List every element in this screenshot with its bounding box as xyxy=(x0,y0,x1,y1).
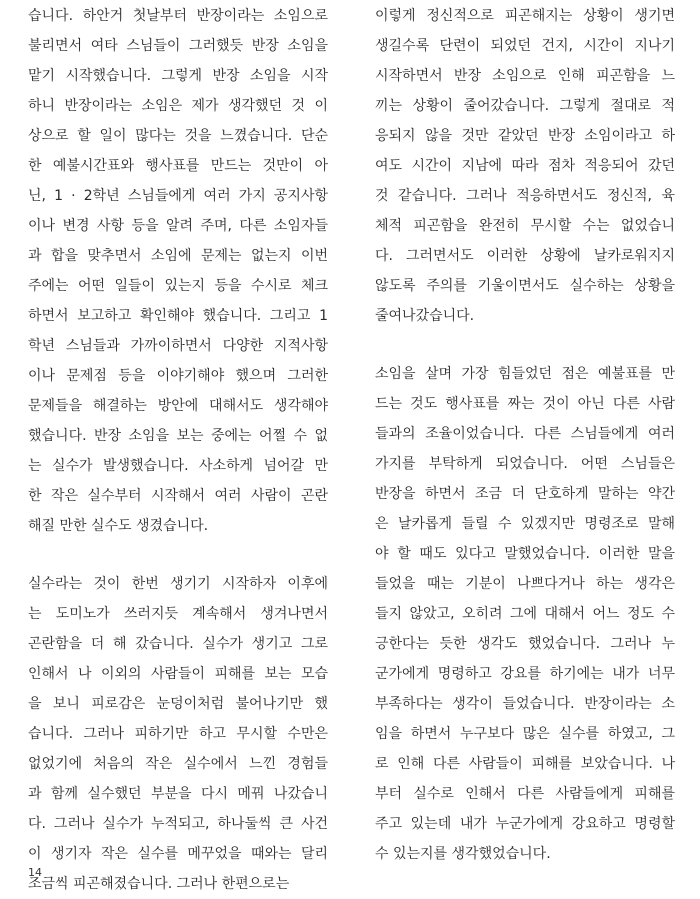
text-line: 해질 만한 실수도 생겼습니다. xyxy=(28,518,209,534)
text-line: 주고 있는데 내가 누군가에게 강요하고 명령할 xyxy=(375,816,675,832)
text-line: 학년 스님들과 가까이하면서 다양한 지적사항 xyxy=(28,338,328,354)
text-line: 시작하면서 반장 소임으로 인해 피곤함을 느 xyxy=(375,68,675,84)
text-line: 과 합을 맞추면서 소임에 문제는 없는지 이번 xyxy=(28,248,328,264)
paragraph-gap xyxy=(28,541,328,569)
text-line: 이렇게 정신적으로 피곤해지는 상황이 생기면 xyxy=(375,8,675,24)
text-line: 군가에게 명령하고 강요를 하기에는 내가 너무 xyxy=(375,666,675,682)
text-line: 상으로 할 일이 많다는 것을 느꼈습니다. 단순 xyxy=(28,128,328,144)
paragraph xyxy=(28,1,328,541)
text-line: 곤란함을 더 해 갔습니다. 실수가 생기고 그로 xyxy=(28,636,328,652)
text-line: 소임을 살며 가장 힘들었던 점은 예불표를 만 xyxy=(375,366,675,382)
text-line: 이나 변경 사항 등을 알려 주며, 다른 소임자들 xyxy=(28,218,328,234)
text-line: 하니 반장이라는 소임은 제가 생각했던 것 이 xyxy=(28,98,328,114)
paragraph xyxy=(375,1,675,331)
text-line: 수 있는지를 생각했었습니다. xyxy=(375,846,551,862)
left-column xyxy=(28,0,328,899)
text-line: 가지를 부탁하게 되었습니다. 어떤 스님들은 xyxy=(375,456,675,472)
text-line: 이나 문제점 등을 이야기해야 했으며 그러한 xyxy=(28,368,328,384)
paragraph-gap xyxy=(375,331,675,359)
text-line: 하면서 보고하고 확인해야 했습니다. 그리고 1 xyxy=(28,308,328,324)
paragraph xyxy=(28,569,328,899)
right-column xyxy=(375,0,675,869)
text-line: 들었을 때는 기분이 나쁘다거나 하는 생각은 xyxy=(375,576,675,592)
text-line: 부터 실수로 인해서 다른 사람들에게 피해를 xyxy=(375,786,675,802)
text-line: 실수라는 것이 한번 생기기 시작하자 이후에 xyxy=(28,576,328,592)
text-line: 조금씩 피곤해졌습니다. 그러나 한편으로는 xyxy=(28,876,290,892)
text-line: 끼는 상황이 줄어갔습니다. 그렇게 절대로 적 xyxy=(375,98,675,114)
text-line: 여도 시간이 지남에 따라 점차 적응되어 갔던 xyxy=(375,158,675,174)
text-line: 긍한다는 듯한 생각도 했었습니다. 그러나 누 xyxy=(375,636,675,652)
text-line: 줄여나갔습니다. xyxy=(375,308,475,324)
text-line: 응되지 않을 것만 같았던 반장 소임이라고 하 xyxy=(375,128,675,144)
text-line: 않도록 주의를 기울이면서도 실수하는 상황을 xyxy=(375,278,675,294)
text-line: 다. 그러나 실수가 누적되고, 하나둘씩 큰 사건 xyxy=(28,816,328,832)
text-line: 생길수록 단련이 되었던 건지, 시간이 지나기 xyxy=(375,38,675,54)
paragraph xyxy=(375,359,675,869)
text-line: 임을 하면서 누구보다 많은 실수를 하였고, 그 xyxy=(375,726,675,742)
text-line: 로 인해 다른 사람들이 피해를 보았습니다. 나 xyxy=(375,756,675,772)
page-number: 14 xyxy=(28,866,42,879)
text-line: 들지 않았고, 오히려 그에 대해서 어느 정도 수 xyxy=(375,606,675,622)
text-line: 인해서 나 이외의 사람들이 피해를 보는 모습 xyxy=(28,666,328,682)
text-line: 과 함께 실수했던 부분을 다시 메꿔 나갔습니 xyxy=(28,786,328,802)
text-line: 들과의 조율이었습니다. 다른 스님들에게 여러 xyxy=(375,426,675,442)
text-line: 불리면서 여타 스님들이 그러했듯 반장 소임을 xyxy=(28,38,328,54)
text-line: 한 예불시간표와 행사표를 만드는 것만이 아 xyxy=(28,158,328,174)
text-line: 문제들을 해결하는 방안에 대해서도 생각해야 xyxy=(28,398,328,414)
text-line: 없었기에 처음의 작은 실수에서 느낀 경험들 xyxy=(28,756,328,772)
text-line: 을 보니 피로감은 눈덩이처럼 불어나기만 했 xyxy=(28,696,328,712)
text-line: 닌, 1 · 2학년 스님들에게 여러 가지 공지사항 xyxy=(28,188,328,204)
text-line: 는 도미노가 쓰러지듯 계속해서 생겨나면서 xyxy=(28,606,328,622)
text-line: 야 할 때도 있다고 말했었습니다. 이러한 말을 xyxy=(375,546,675,562)
text-line: 반장을 하면서 조금 더 단호하게 말하는 약간 xyxy=(375,486,675,502)
text-line: 맡기 시작했습니다. 그렇게 반장 소임을 시작 xyxy=(28,68,328,84)
text-line: 습니다. 그러나 피하기만 하고 무시할 수만은 xyxy=(28,726,328,742)
text-line: 것 같습니다. 그러나 적응하면서도 정신적, 육 xyxy=(375,188,675,204)
text-line: 습니다. 하안거 첫날부터 반장이라는 소임으로 xyxy=(28,8,328,24)
text-line: 주에는 어떤 일들이 있는지 등을 수시로 체크 xyxy=(28,278,328,294)
text-line: 이 생기자 작은 실수를 메꾸었을 때와는 달리 xyxy=(28,846,328,862)
text-line: 부족하다는 생각이 들었습니다. 반장이라는 소 xyxy=(375,696,675,712)
text-line: 드는 것도 행사표를 짜는 것이 아닌 다른 사람 xyxy=(375,396,675,412)
text-line: 는 실수가 발생했습니다. 사소하게 넘어갈 만 xyxy=(28,458,328,474)
text-line: 한 작은 실수부터 시작해서 여러 사람이 곤란 xyxy=(28,488,328,504)
text-line: 은 날카롭게 들릴 수 있겠지만 명령조로 말해 xyxy=(375,516,675,532)
text-line: 다. 그러면서도 이러한 상황에 날카로워지지 xyxy=(375,248,675,264)
text-line: 체적 피곤함을 완전히 무시할 수는 없었습니 xyxy=(375,218,675,234)
text-line: 했습니다. 반장 소임을 보는 중에는 어쩔 수 없 xyxy=(28,428,328,444)
